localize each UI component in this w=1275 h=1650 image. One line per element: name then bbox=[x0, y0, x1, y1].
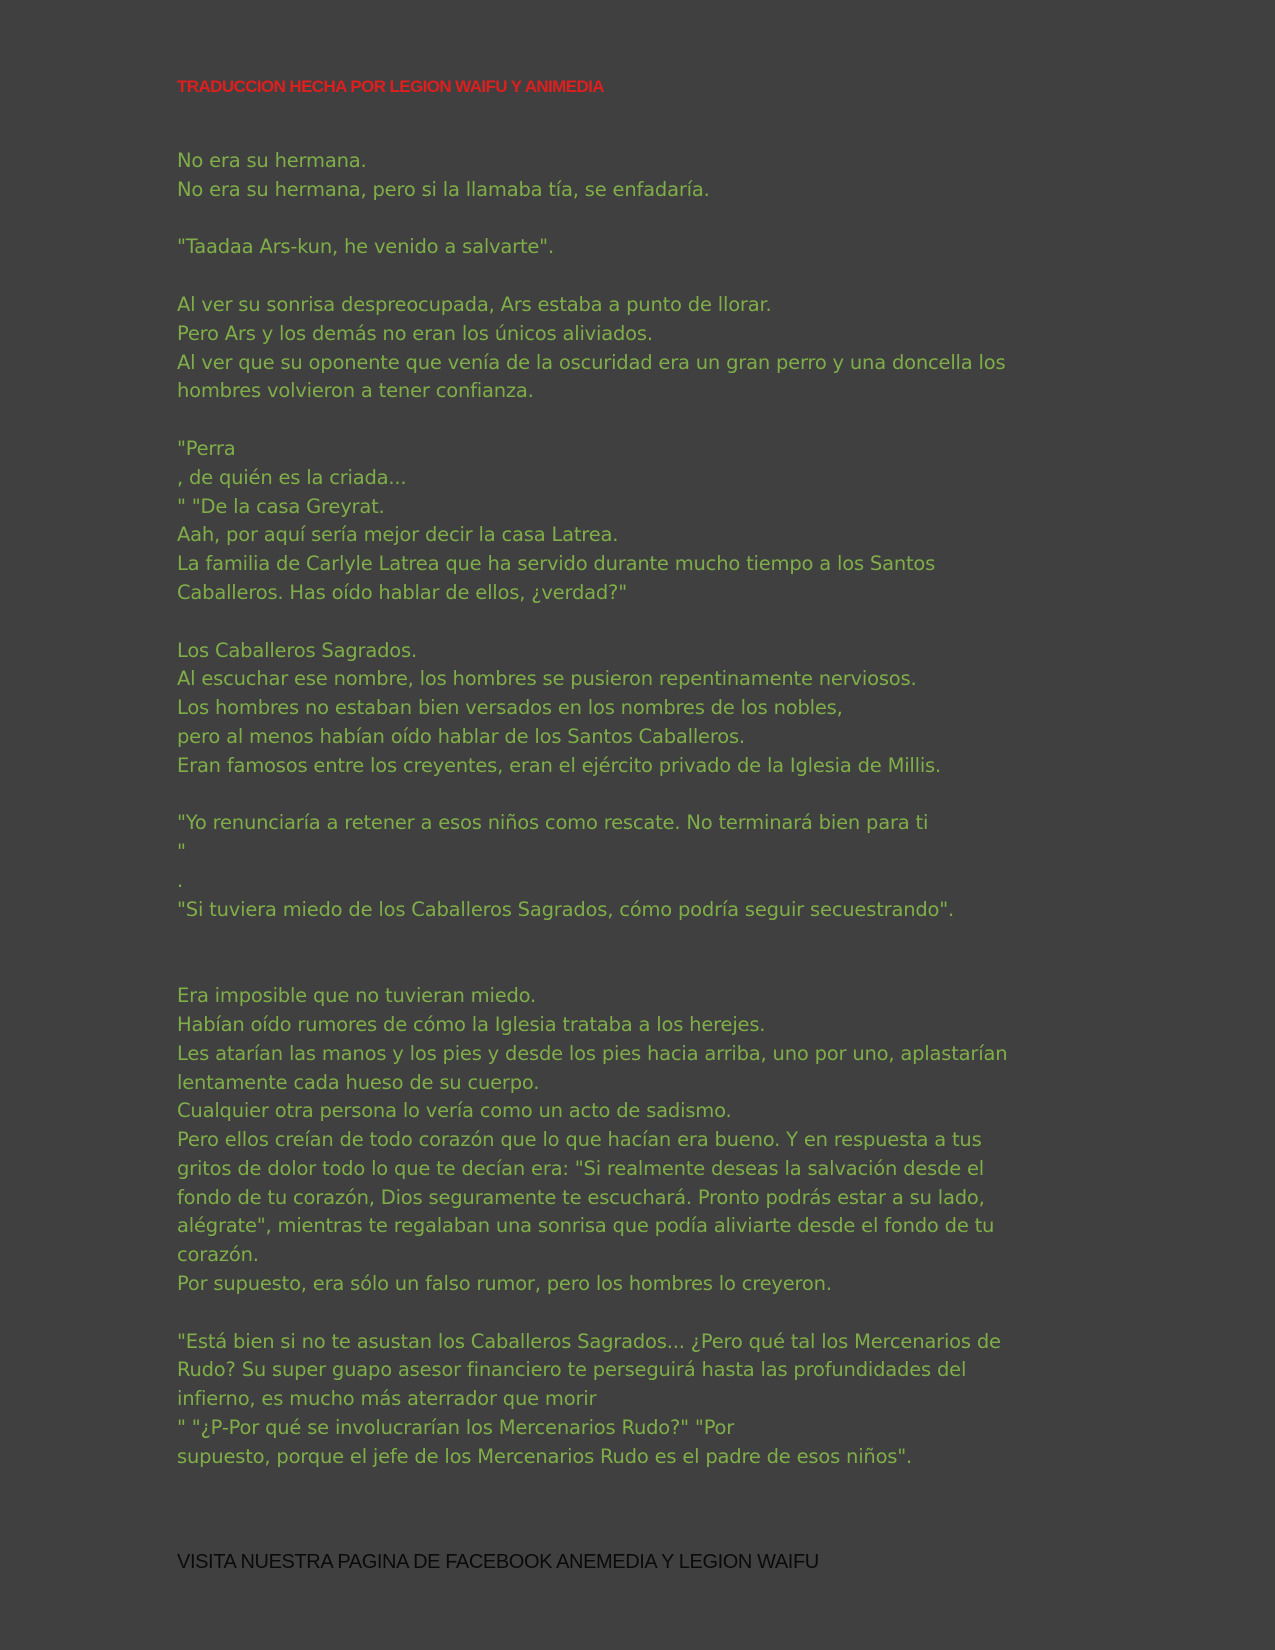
paragraph-8 bbox=[177, 1328, 1097, 1472]
text-line: " bbox=[177, 840, 186, 864]
text-line: pero al menos habían oído hablar de los Santos Caballeros. bbox=[177, 724, 745, 748]
text-line: "Está bien si no te asustan los Caballeros Sagrados... ¿Pero qué tal los Mercenarios de bbox=[177, 1329, 1001, 1353]
paragraph-2 bbox=[177, 233, 1097, 262]
text-line: Habían oído rumores de cómo la Iglesia trataba a los herejes. bbox=[177, 1012, 766, 1036]
text-line: Los Caballeros Sagrados. bbox=[177, 638, 417, 662]
text-line: lentamente cada hueso de su cuerpo. bbox=[177, 1070, 540, 1094]
text-line: Por supuesto, era sólo un falso rumor, pero los hombres lo creyeron. bbox=[177, 1272, 832, 1296]
text-line: " "De la casa Greyrat. bbox=[177, 494, 385, 518]
text-line: La familia de Carlyle Latrea que ha servido durante mucho tiempo a los Santos bbox=[177, 552, 936, 576]
text-line: Cualquier otra persona lo vería como un acto de sadismo. bbox=[177, 1099, 732, 1123]
text-line: Rudo? Su super guapo asesor financiero te perseguirá hasta las profundidades del bbox=[177, 1358, 967, 1382]
text-line: No era su hermana, pero si la llamaba tía, se enfadaría. bbox=[177, 177, 710, 201]
text-line: Los hombres no estaban bien versados en los nombres de los nobles, bbox=[177, 696, 843, 720]
text-line: Era imposible que no tuvieran miedo. bbox=[177, 984, 537, 1008]
text-line: alégrate", mientras te regalaban una sonrisa que podía aliviarte desde el fondo de tu bbox=[177, 1214, 995, 1238]
paragraph-5 bbox=[177, 637, 1097, 781]
text-line: No era su hermana. bbox=[177, 149, 367, 172]
text-line: Aah, por aquí sería mejor decir la casa Latrea. bbox=[177, 523, 619, 547]
text-line: Eran famosos entre los creyentes, eran el ejército privado de la Iglesia de Millis. bbox=[177, 753, 942, 777]
text-line: corazón. bbox=[177, 1243, 259, 1267]
paragraph-7 bbox=[177, 982, 1097, 1299]
paragraph-4 bbox=[177, 435, 1097, 608]
text-line: "Perra bbox=[177, 436, 236, 460]
text-line: "Si tuviera miedo de los Caballeros Sagrados, cómo podría seguir secuestrando". bbox=[177, 897, 955, 921]
text-line: Pero Ars y los demás no eran los únicos aliviados. bbox=[177, 321, 653, 345]
translator-credit-header: TRADUCCION HECHA POR LEGION WAIFU Y ANIMEDIA bbox=[177, 77, 604, 96]
text-line: . bbox=[177, 868, 183, 892]
text-line: "Yo renunciaría a retener a esos niños como rescate. No terminará bien para ti bbox=[177, 811, 929, 835]
text-line: "Taadaa Ars-kun, he venido a salvarte". bbox=[177, 235, 554, 259]
text-line: Caballeros. Has oído hablar de ellos, ¿verdad?" bbox=[177, 580, 627, 604]
text-line: infierno, es mucho más aterrador que morir bbox=[177, 1387, 597, 1411]
text-line: hombres volvieron a tener confianza. bbox=[177, 379, 534, 403]
story-text bbox=[177, 147, 1097, 1472]
paragraph-1 bbox=[177, 147, 1097, 205]
text-line: gritos de dolor todo lo que te decían era: "Si realmente deseas la salvación desde el bbox=[177, 1156, 985, 1180]
text-line: Al escuchar ese nombre, los hombres se pusieron repentinamente nerviosos. bbox=[177, 667, 917, 691]
text-line: " "¿P-Por qué se involucrarían los Mercenarios Rudo?" "Por bbox=[177, 1416, 735, 1440]
text-line: Al ver su sonrisa despreocupada, Ars estaba a punto de llorar. bbox=[177, 292, 772, 316]
paragraph-6 bbox=[177, 809, 1097, 924]
text-line: Les atarían las manos y los pies y desde los pies hacia arriba, uno por uno, aplastarían bbox=[177, 1041, 1008, 1065]
paragraph-3 bbox=[177, 291, 1097, 406]
text-line: fondo de tu corazón, Dios seguramente te escuchará. Pronto podrás estar a su lado, bbox=[177, 1185, 985, 1209]
text-line: supuesto, porque el jefe de los Mercenarios Rudo es el padre de esos niños". bbox=[177, 1444, 913, 1468]
facebook-promo-footer: VISITA NUESTRA PAGINA DE FACEBOOK ANEMEDIA Y LEGION WAIFU bbox=[177, 1551, 819, 1573]
text-line: , de quién es la criada... bbox=[177, 465, 407, 489]
text-line: Pero ellos creían de todo corazón que lo que hacían era bueno. Y en respuesta a tus bbox=[177, 1128, 982, 1152]
text-line: Al ver que su oponente que venía de la oscuridad era un gran perro y una doncella los bbox=[177, 350, 1006, 374]
